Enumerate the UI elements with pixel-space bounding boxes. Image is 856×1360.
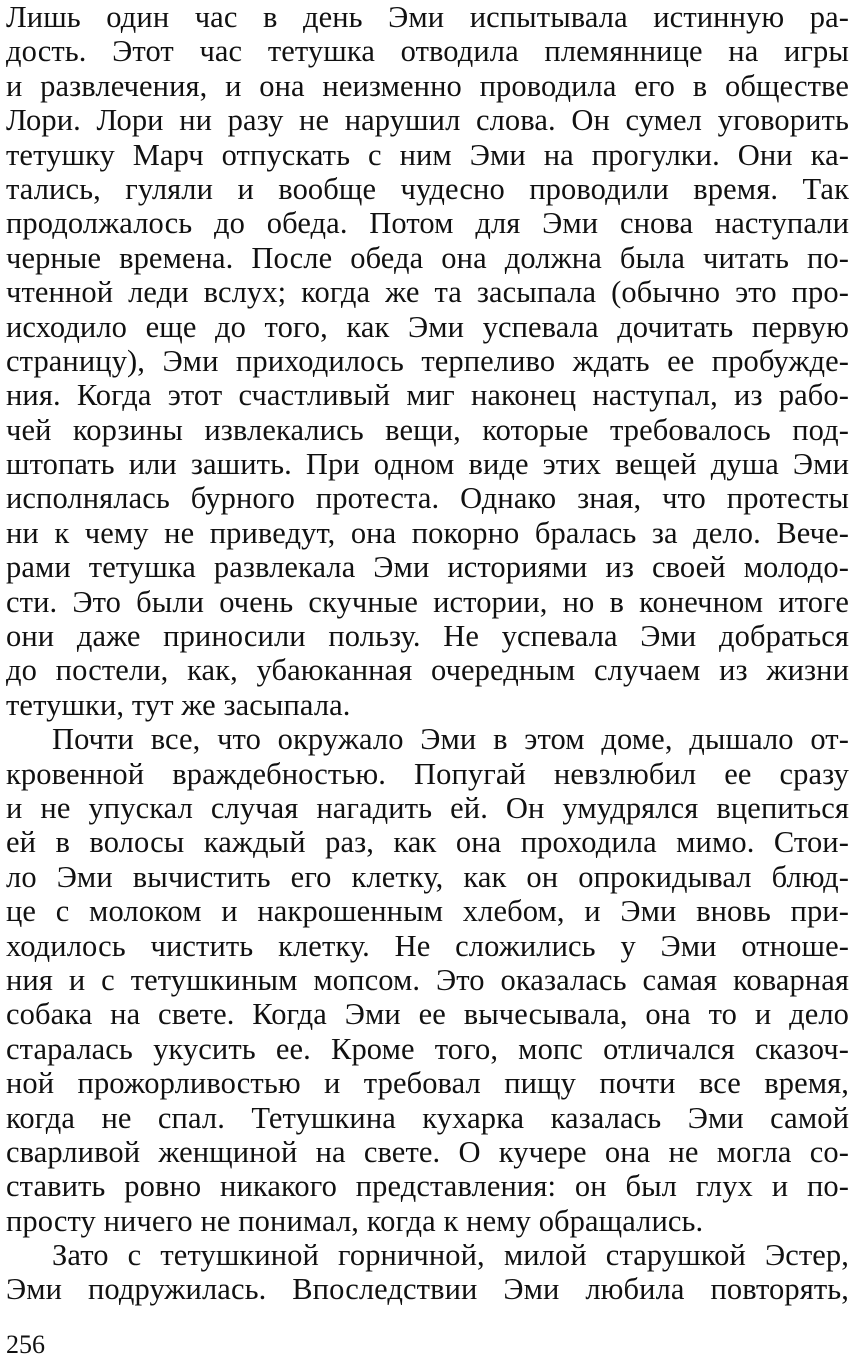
page-number: 256	[6, 1330, 45, 1359]
text-line: Лори. Лори ни разу не нарушил слова. Он сумел уговорить	[6, 103, 849, 138]
text-line: ной прожорливостью и требовал пищу почти все время,	[6, 1066, 849, 1101]
paragraph	[6, 1238, 849, 1307]
paragraph	[6, 0, 849, 722]
text-line: они даже приносили пользу. Не успевала Эми добраться	[6, 619, 849, 654]
text-line: ния. Когда этот счастливый миг наконец наступал, из рабо-	[6, 378, 849, 413]
text-line: рами тетушка развлекала Эми историями из своей молодо-	[6, 550, 849, 585]
text-line: ния и с тетушкиным мопсом. Это оказалась самая коварная	[6, 962, 849, 997]
text-line: ей в волосы каждый раз, как она проходила мимо. Стои-	[6, 825, 849, 860]
text-line: страницу), Эми приходилось терпеливо ждать ее пробужде-	[6, 343, 849, 378]
text-line: сти. Это были очень скучные истории, но в конечном итоге	[6, 584, 849, 619]
text-line: ставить ровно никакого представления: он был глух и по-	[6, 1169, 849, 1204]
text-line: кровенной враждебностью. Попугай невзлюбил ее сразу	[6, 756, 849, 791]
text-line: Зато с тетушкиной горничной, милой старушкой Эстер,	[52, 1238, 849, 1273]
text-line: ло Эми вычистить его клетку, как он опрокидывал блюд-	[6, 859, 849, 894]
text-line: исполнялась бурного протеста. Однако зная, что протесты	[6, 481, 849, 516]
text-line: тетушку Марч отпускать с ним Эми на прогулки. Они ка-	[6, 137, 849, 172]
text-line: ходилось чистить клетку. Не сложились у Эми отноше-	[6, 928, 849, 963]
text-line: просту ничего не понимал, когда к нему обращались.	[6, 1203, 704, 1238]
text-line: тетушки, тут же засыпала.	[6, 687, 351, 722]
text-line: и не упускал случая нагадить ей. Он умудрялся вцепиться	[6, 790, 849, 825]
text-line: собака на свете. Когда Эми ее вычесывала, она то и дело	[6, 997, 849, 1032]
text-line: продолжалось до обеда. Потом для Эми снова наступали	[6, 206, 849, 241]
text-line: исходило еще до того, как Эми успевала дочитать первую	[6, 309, 849, 344]
text-line: Лишь один час в день Эми испытывала истинную ра-	[6, 0, 849, 34]
text-line: черные времена. После обеда она должна была читать по-	[6, 240, 849, 275]
text-line: чтенной леди вслух; когда же та засыпала (обычно это про-	[6, 275, 849, 310]
text-line: дость. Этот час тетушка отводила племяннице на игры	[6, 34, 849, 69]
text-line: и развлечения, и она неизменно проводила его в обществе	[6, 68, 849, 103]
text-line: Почти все, что окружало Эми в этом доме, дышало от-	[52, 722, 849, 757]
text-line: чей корзины извлекались вещи, которые требовалось под-	[6, 412, 849, 447]
text-line: когда не спал. Тетушкина кухарка казалась Эми самой	[6, 1100, 849, 1135]
text-line: до постели, как, убаюканная очередным случаем из жизни	[6, 653, 849, 688]
text-line: це с молоком и накрошенным хлебом, и Эми вновь при-	[6, 894, 849, 929]
text-line: тались, гуляли и вообще чудесно проводили время. Так	[6, 171, 849, 206]
page-body	[6, 0, 849, 1307]
text-line: Эми подружилась. Впоследствии Эми любила повторять,	[6, 1272, 849, 1307]
text-line: старалась укусить ее. Кроме того, мопс отличался сказоч-	[6, 1031, 849, 1066]
text-line: штопать или зашить. При одном виде этих вещей душа Эми	[6, 447, 849, 482]
text-line: сварливой женщиной на свете. О кучере она не могла со-	[6, 1134, 849, 1169]
paragraph	[6, 722, 849, 1238]
text-line: ни к чему не приведут, она покорно бралась за дело. Вече-	[6, 515, 849, 550]
